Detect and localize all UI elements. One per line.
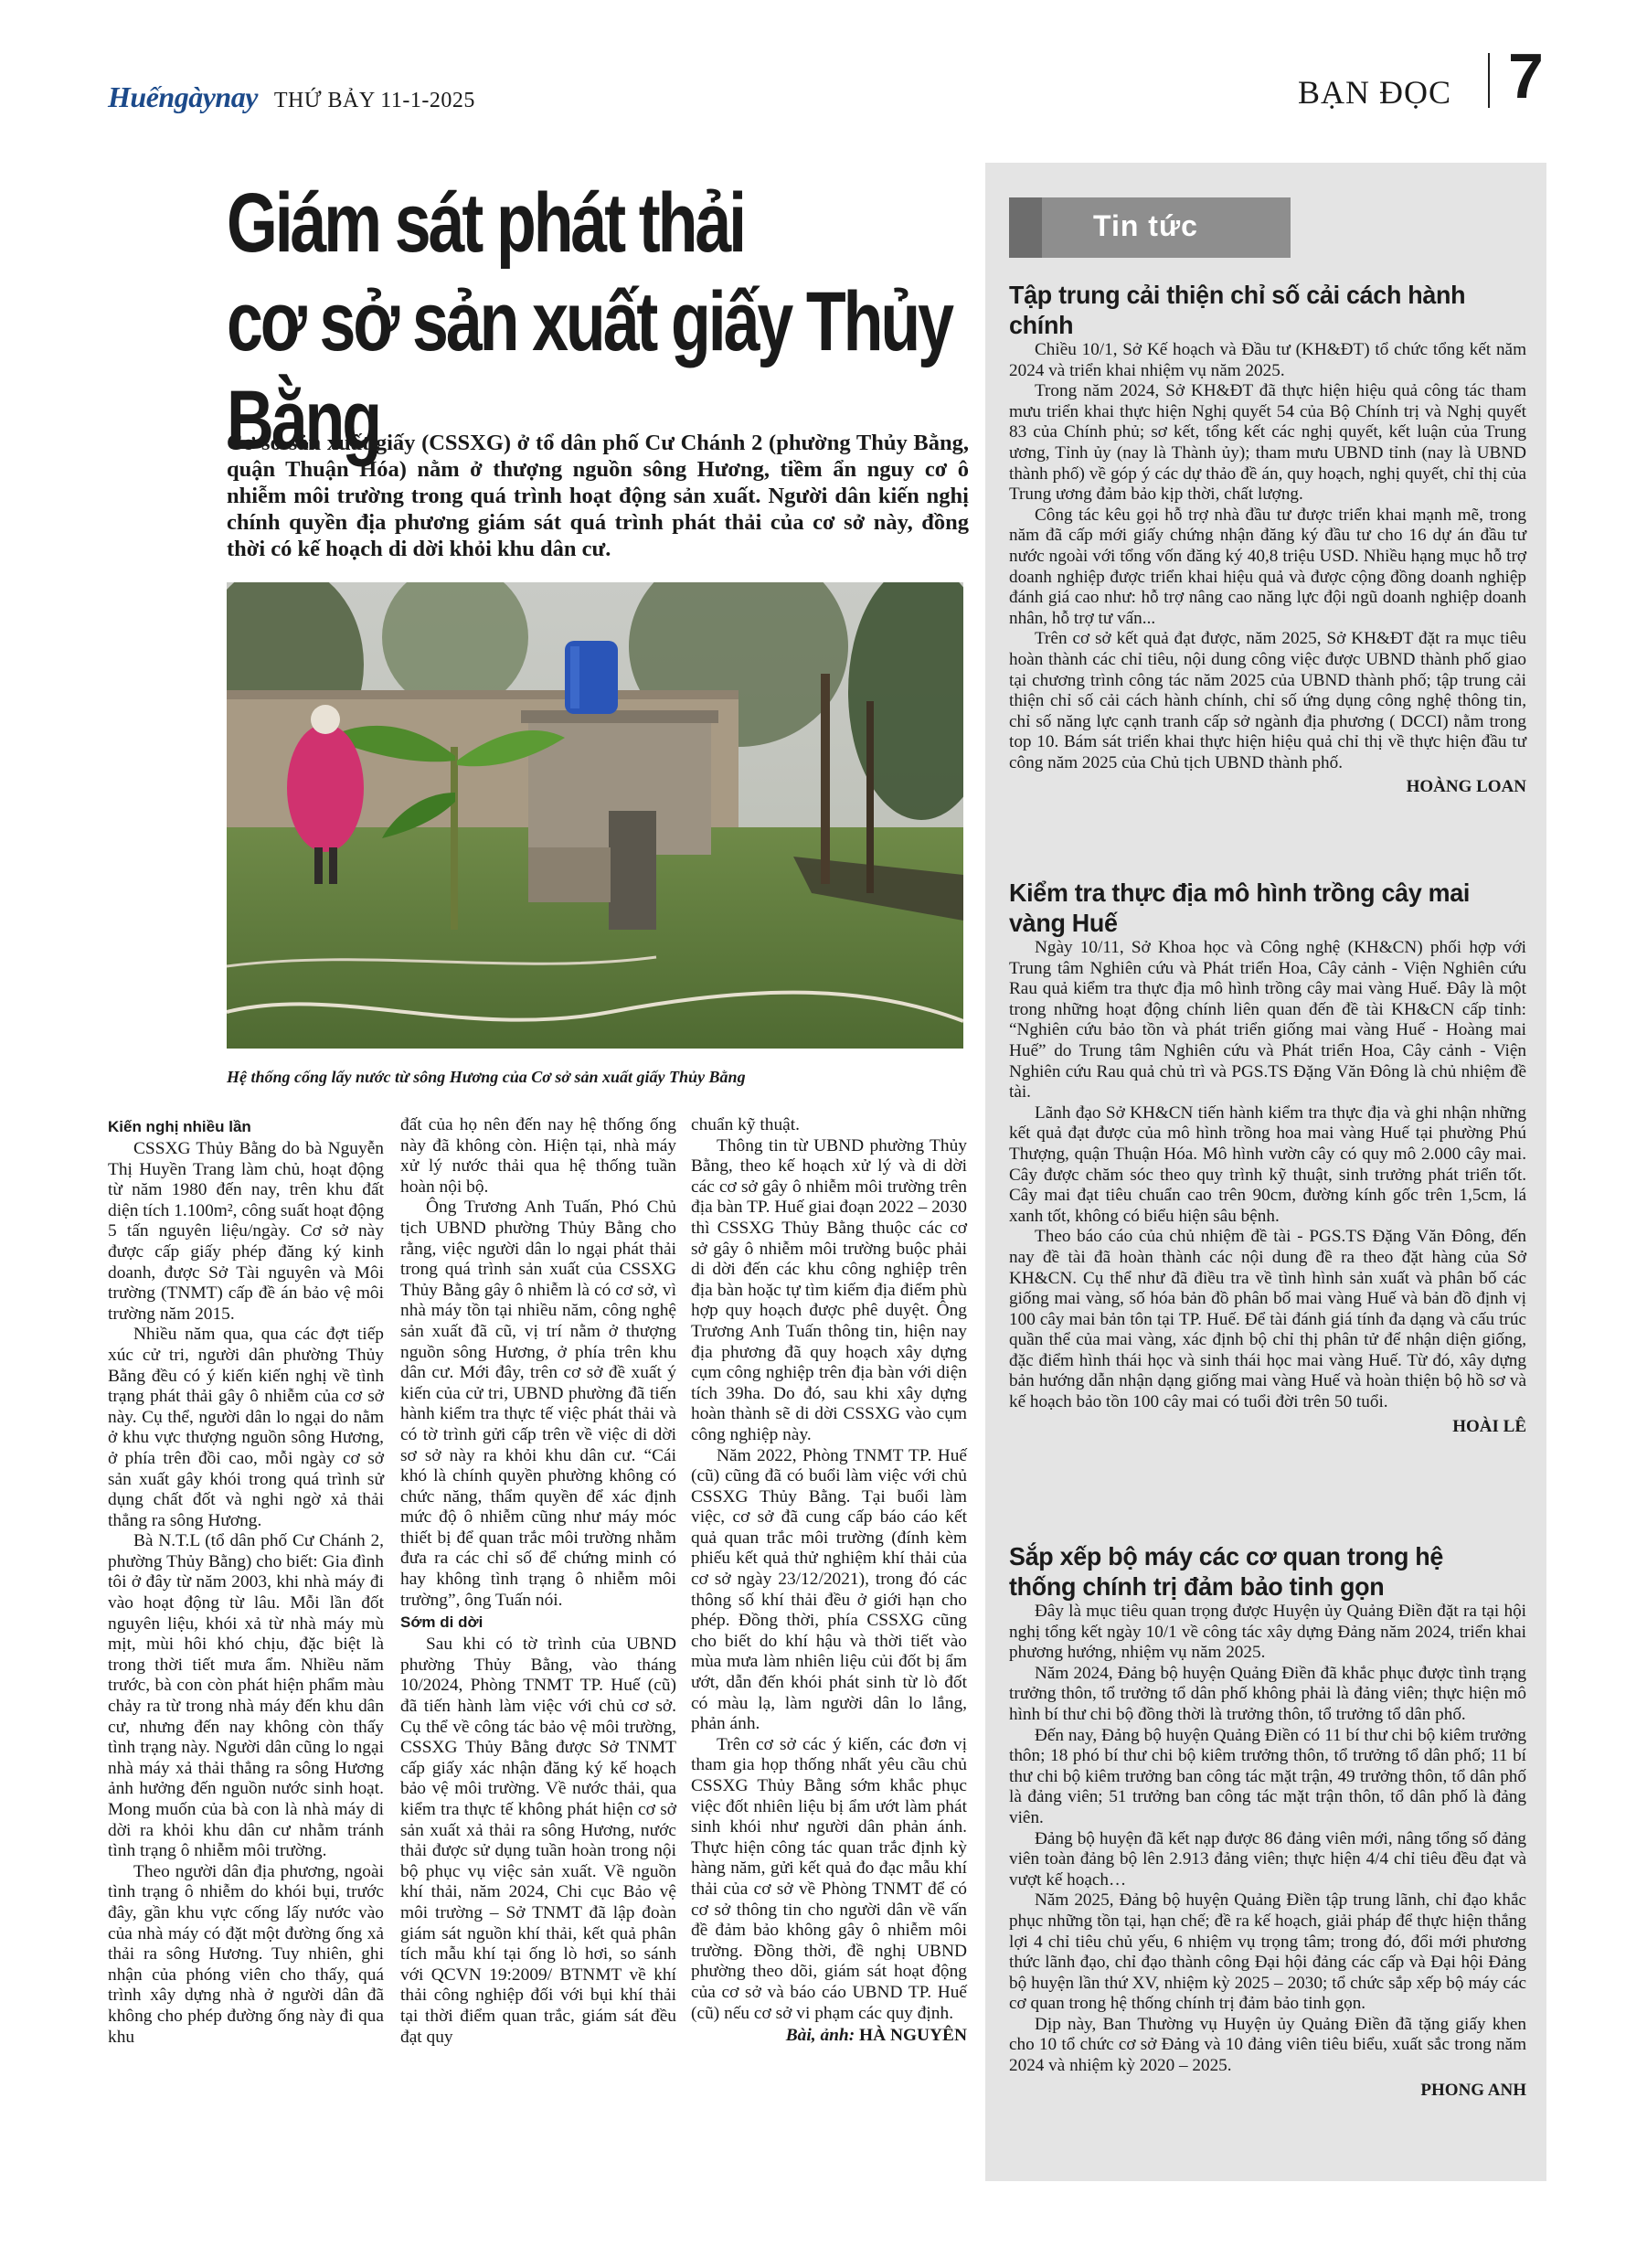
headline-line-2: cơ sở sản xuất giấy Thủy Bằng bbox=[227, 275, 951, 467]
masthead bbox=[108, 80, 475, 117]
section-label: BẠN ĐỌC bbox=[1298, 74, 1452, 111]
article-lead: Cơ sở sản xuất giấy (CSSXG) ở tổ dân phố Cư Chánh 2 (phường Thủy Bằng, quận Thuận Hóa) nằm ở thượng nguồn sông Hương, tiềm ẩn nguy cơ ô nhiễm môi trường trong quá trình hoạt động sản xuất. Người dân kiến nghị chính quyền địa phương giám sát quá trình phát thải của cơ sở này, đồng thời có kế hoạch di dời khỏi khu dân cư. bbox=[227, 431, 969, 561]
subheading-kien-nghi: Kiến nghị nhiều lần bbox=[108, 1118, 251, 1135]
news-item bbox=[1009, 280, 1526, 797]
article-column-3 bbox=[691, 1115, 967, 2047]
news-paragraph: Năm 2024, Đảng bộ huyện Quảng Điền đã khắc phục được tình trạng trưởng thôn, tổ trưởng tổ dân phố không phải là đảng viên; thực hiện mô hình bí thư chi bộ đồng thời là trưởng thôn, tổ trưởng tổ dân phố. bbox=[1009, 1663, 1526, 1724]
news-paragraph: Đây là mục tiêu quan trọng được Huyện ủy Quảng Điền đặt ra tại hội nghị tổng kết ngày 10/1 về công tác xây dựng Đảng năm 2024, triển khai phương hướng, nhiệm vụ năm 2025. bbox=[1009, 1602, 1526, 1663]
news-paragraph: Năm 2025, Đảng bộ huyện Quảng Điền tập trung lãnh, chỉ đạo khắc phục những tồn tại, hạn chế; đề ra kế hoạch, giải pháp để thực hiện thắng lợi 4 chỉ tiêu chủ yếu, 6 nhiệm vụ trọng tâm; trong đó, đổi mới phương thức lãnh đạo, chỉ đạo thành công Đại hội đảng các cấp và Đại hội Đảng bộ huyện lần thứ XV, nhiệm kỳ 2025 – 2030; tổ chức sắp xếp bộ máy các cơ quan trong hệ thống chính trị đảm bảo tinh gọn. bbox=[1009, 1890, 1526, 2014]
news-title: Tập trung cải thiện chỉ số cải cách hành chính bbox=[1009, 281, 1466, 339]
news-paragraph: Đảng bộ huyện đã kết nạp được 86 đảng viên mới, nâng tổng số đảng viên toàn đảng bộ lên 2.913 đảng viên; thực hiện 4/4 chỉ tiêu đều đạt và vượt kế hoạch… bbox=[1009, 1828, 1526, 1890]
news-paragraph: Lãnh đạo Sở KH&CN tiến hành kiểm tra thực địa và ghi nhận những kết quả đạt được của mô hình trồng hoa mai vàng Huế tại phường Phú Thượng, quận Thuận Hóa. Mô hình vườn cây có quy mô 2.000 cây mai. Cây được chăm sóc theo quy trình kỹ thuật, sinh trưởng phát triển tốt. Cây mai đạt tiêu chuẩn cao trên 90cm, đường kính gốc trên 1,5cm, lá xanh tốt, không có biểu hiện sâu bệnh. bbox=[1009, 1102, 1526, 1226]
news-author: HOÀNG LOAN bbox=[1406, 777, 1526, 797]
article-paragraph: Nhiều năm qua, qua các đợt tiếp xúc cử tri, người dân phường Thủy Bằng đều có ý kiến kiến nghị về tình trạng phát thải gây ô nhiễm của cơ sở này. Cụ thể, người dân lo ngại do nằm ở khu vực thượng nguồn sông Hương, ở phía trên đồi cao, mỗi ngày cơ sở sản xuất gây khói trong quá trình sử dụng chất đốt và nghi ngờ xả thải thẳng ra sông Hương. bbox=[108, 1325, 384, 1530]
article-paragraph: Bà N.T.L (tổ dân phố Cư Chánh 2, phường Thủy Bằng) cho biết: Gia đình tôi ở đây từ năm 2003, khi nhà máy đi vào hoạt động từ lâu. Mỗi lần đốt nguyên liệu, khói xả từ nhà máy mù mịt, mùi hôi khó chịu, đặc biệt là trong thời tiết mưa ẩm. Nhiều năm trước, bà con còn phát hiện phẩm màu chảy ra từ trong nhà máy đến khu dân cư, nhưng đến nay không còn thấy tình trạng này. Người dân cũng lo ngại nhà máy xả thải thẳng ra sông Hương ảnh hưởng đến nguồn nước sinh hoạt. Mong muốn của bà con là nhà máy di dời ra khỏi khu dân cư nhằm tránh tình trạng ô nhiễm môi trường. bbox=[108, 1531, 384, 1861]
news-title: Sắp xếp bộ máy các cơ quan trong hệ thống chính trị đảm bảo tinh gọn bbox=[1009, 1542, 1444, 1601]
news-paragraph: Dịp này, Ban Thường vụ Huyện ủy Quảng Điền đã tặng giấy khen cho 10 tổ chức cơ sở Đảng và 10 đảng viên tiêu biểu, xuất sắc trong năm 2024 và nhiệm kỳ 2020 – 2025. bbox=[1009, 2014, 1526, 2076]
article-paragraph: Sau khi có tờ trình của UBND phường Thủy Bằng, vào tháng 10/2024, Phòng TNMT TP. Huế (cũ) đã tiến hành làm việc với chủ cơ sở. Cụ thể về công tác bảo vệ môi trường, CSSXG Thủy Bằng được Sở TNMT cấp giấy xác nhận đăng ký kế hoạch bảo vệ môi trường. Về nước thải, qua kiểm tra thực tế không phát hiện cơ sở sản xuất xả thải ra sông Hương, nước thải được sử dụng tuần hoàn trong nội bộ phục vụ việc sản xuất. Về nguồn khí thải, năm 2024, Chi cục Bảo vệ môi trường – Sở TNMT đã lập đoàn giám sát nguồn khí thải, kết quả phân tích mẫu khí tại ống lò hơi, so sánh với QCVN 19:2009/ BTNMT về khí thải công nghiệp đối với bụi khí thải tại thời điểm quan trắc, giám sát đều đạt quy bbox=[400, 1634, 676, 2047]
news-title: Kiểm tra thực địa mô hình trồng cây mai vàng Huế bbox=[1009, 878, 1471, 937]
photo-illustration bbox=[227, 582, 963, 1049]
news-paragraph: Công tác kêu gọi hỗ trợ nhà đầu tư được triển khai mạnh mẽ, trong năm đã cấp mới giấy chứng nhận đăng ký đầu tư cho 16 dự án đầu tư nước ngoài với tổng vốn đăng ký 40,8 triệu USD. Nhiều hạng mục hỗ trợ doanh nghiệp được triển khai hiệu quả và được cộng đồng doanh nghiệp đánh giá cao như: hỗ trợ nâng cao năng lực đội ngũ doanh nghiệp doanh nhân, hỗ trợ tư vấn... bbox=[1009, 505, 1526, 628]
byline-author: HÀ NGUYÊN bbox=[859, 2026, 967, 2046]
news-item bbox=[1009, 1541, 1526, 2101]
news-sidebar bbox=[985, 163, 1546, 2181]
photo-caption: Hệ thống cống lấy nước từ sông Hương của Cơ sở sản xuất giấy Thủy Bằng bbox=[227, 1068, 746, 1086]
news-paragraph: Theo báo cáo của chủ nhiệm đề tài - PGS.TS Đặng Văn Đông, đến nay đề tài đã hoàn thành các nội dung đề ra theo đặt hàng của Sở KH&CN. Cụ thể như đã điều tra về tình hình sản xuất và phân bố các giống mai vàng, số hóa bản đồ phân bố mai vàng Huế và bản đồ định vị 100 cây mai bản tôn tại TP. Huế. Để tài đánh giá tính đa dạng và cấu trúc quần thể của mai vàng, xác định bộ chỉ thị phân tử để nhận diện giống, đặc điểm hình thái học và sinh thái học mai vàng Huế. Từ đó, xây dựng bản hướng dẫn nhận dạng giống mai vàng Huế và hoàn thiện bộ hồ sơ và kế hoạch bảo tồn 100 cây mai có tuổi đời trên 50 tuổi. bbox=[1009, 1227, 1526, 1412]
page-number: 7 bbox=[1508, 40, 1544, 112]
article-paragraph: Ông Trương Anh Tuấn, Phó Chủ tịch UBND phường Thủy Bằng cho rằng, việc người dân lo ngại phát thải trong quá trình sản xuất của CSSXG Thủy Bằng gây ô nhiễm là có cơ sở, vì nhà máy tồn tại nhiều năm, công nghệ sản xuất đã cũ, vị trí nằm ở thượng nguồn sông Hương, ở phía trên khu dân cư. Mới đây, trên cơ sở đề xuất ý kiến của cử tri, UBND phường đã tiến hành kiểm tra thực tế việc phát thải và có tờ trình gửi cấp trên về việc di dời sơ sở này ra khỏi khu dân cư. “Cái khó là chính quyền phường không có chức năng, thẩm quyền để xác định mức độ ô nhiễm cũng như máy móc thiết bị để quan trắc môi trường nhằm đưa ra các chỉ số để chứng minh có hay không tình trạng ô nhiễm môi trường”, ông Tuấn nói. bbox=[400, 1198, 676, 1610]
news-paragraph: Chiều 10/1, Sở Kế hoạch và Đầu tư (KH&ĐT) tổ chức tổng kết năm 2024 và triển khai nhiệm vụ năm 2025. bbox=[1009, 340, 1526, 380]
news-paragraph: Ngày 10/11, Sở Khoa học và Công nghệ (KH&CN) phối hợp với Trung tâm Nghiên cứu và Phát triển Hoa, Cây cảnh - Viện Nghiên cứu Rau quả kiểm tra thực địa mô hình trồng cây mai vàng Huế. Đây là một trong những hoạt động chính liên quan đến đề tài KH&CN cấp tỉnh: “Nghiên cứu bảo tồn và phát triển giống mai vàng Huế - Hoàng mai Huế” do Trung tâm Nghiên cứu và Phát triển Hoa, Cây cảnh - Viện Nghiên cứu Rau quả chủ trì và PGS.TS Đặng Văn Đông là chủ nhiệm đề tài. bbox=[1009, 938, 1526, 1102]
news-paragraph: Trên cơ sở kết quả đạt được, năm 2025, Sở KH&ĐT đặt ra mục tiêu hoàn thành các chỉ tiêu, nội dung công việc được UBND thành phố giao tại chương trình công tác năm 2025 của UBND thành phố; tập trung cải thiện chỉ số cải cách hành chính, chỉ số ứng dụng công nghệ thông tin, chỉ số năng lực cạnh tranh cấp sở ngành địa phương ( DCCI) nằm trong top 10. Bám sát triển khai thực hiện hiệu quả chỉ thị về thực hiện đầu tư công năm 2025 của Chủ tịch UBND thành phố. bbox=[1009, 629, 1526, 772]
article-paragraph: CSSXG Thủy Bằng do bà Nguyễn Thị Huyền Trang làm chủ, hoạt động từ năm 1980 đến nay, trên khu đất diện tích 1.100m², công suất hoạt động 5 tấn nguyên liệu/ngày. Cơ sở này được cấp giấy phép đăng ký kinh doanh, được Sở Tài nguyên và Môi trường (TNMT) cấp đề án bảo vệ môi trường năm 2015. bbox=[108, 1139, 385, 1324]
news-author: HOÀI LÊ bbox=[1452, 1416, 1526, 1436]
subheading-som-di-doi: Sớm di dời bbox=[400, 1613, 483, 1632]
article-paragraph: Năm 2022, Phòng TNMT TP. Huế (cũ) cũng đã có buổi làm việc với chủ CSSXG Thủy Bằng. Tại buổi làm việc, cơ sở đã cung cấp báo cáo kết quả quan trắc môi trường (đính kèm phiếu kết quả thử nghiệm khí thải của cơ sở ngày 23/12/2021), trong đó các thông số khí thải đều ở giới hạn cho phép. Đồng thời, phía CSSXG cũng cho biết do khí hậu và thời tiết vào mùa mưa làm nhiên liệu củi đốt bị ẩm ướt, dẫn đến khói phát sinh từ lò đốt có màu lạ, làm người dân lo lắng, phản ánh. bbox=[691, 1445, 967, 1734]
headline-line-1: Giám sát phát thải bbox=[227, 176, 744, 270]
article-byline bbox=[691, 2026, 967, 2047]
issue-date: THỨ BẢY 11-1-2025 bbox=[273, 89, 475, 112]
newspaper-brand: Huếngàynay bbox=[108, 80, 258, 113]
news-author: PHONG ANH bbox=[1420, 2080, 1526, 2100]
article-column-2 bbox=[400, 1115, 676, 2048]
article-column-1 bbox=[108, 1115, 384, 2048]
news-item bbox=[1009, 878, 1526, 1437]
article-paragraph: Trên cơ sở các ý kiến, các đơn vị tham gia họp thống nhất yêu cầu chủ CSSXG Thủy Bằng sớm khắc phục việc đốt nhiên liệu bị ẩm ướt làm phát sinh khói như người dân phản ánh. Thực hiện công tác quan trắc định kỳ hàng năm, gửi kết quả đo đạc mẫu khí thải của cơ sở về Phòng TNMT để có cơ sở thông tin cho người dân về vấn đề đảm bảo không gây ô nhiễm môi trường. Đồng thời, đề nghị UBND phường theo dõi, giám sát hoạt động của cơ sở và báo cáo UBND TP. Huế (cũ) nếu cơ sở vi phạm các quy định. bbox=[691, 1734, 967, 2023]
article-photo bbox=[227, 582, 963, 1049]
article-paragraph: đất của họ nên đến nay hệ thống ống này đã không còn. Hiện tại, nhà máy xử lý nước thải qua hệ thống tuần hoàn nội bộ. bbox=[400, 1115, 676, 1197]
article-paragraph: Theo người dân địa phương, ngoài tình trạng ô nhiễm do khói bụi, trước đây, gần khu vực cống lấy nước vào của nhà máy có đặt một đường ống xả thải ra sông Hương. Tuy nhiên, ghi nhận của phóng viên cho thấy, quá trình xây dựng nhà ở người dân đã không cho phép đường ống này đi qua khu bbox=[108, 1861, 384, 2047]
news-tag bbox=[1009, 197, 1291, 258]
article-headline bbox=[227, 174, 975, 470]
article-paragraph: Thông tin từ UBND phường Thủy Bằng, theo kế hoạch xử lý và di dời các cơ sở gây ô nhiễm môi trường trên địa bàn TP. Huế giai đoạn 2022 – 2030 thì CSSXG Thủy Bằng thuộc các cơ sở gây ô nhiễm môi trường buộc phải di dời đến các khu công nghiệp trên địa bàn hoặc tự tìm kiếm địa điểm phù hợp quy hoạch được phê duyệt. Ông Trương Anh Tuấn thông tin, hiện nay địa phương đã quy hoạch xây dựng cụm công nghiệp trên địa bàn với diện tích 39ha. Do đó, sau khi xây dựng hoàn thành sẽ di dời CSSXG vào cụm công nghiệp này. bbox=[691, 1135, 967, 1444]
news-tag-label: Tin tức bbox=[1093, 209, 1198, 242]
news-paragraph: Đến nay, Đảng bộ huyện Quảng Điền có 11 bí thư chi bộ kiêm trưởng thôn; 18 phó bí thư chi bộ kiêm trưởng thôn, tổ trưởng tổ dân phố; 11 bí thư chi bộ kiêm trưởng ban công tác mặt trận, 49 trưởng thôn, tổ dân phố là đảng viên; 51 trưởng ban công tác mặt trận thôn, tổ dân phố là đảng viên. bbox=[1009, 1725, 1526, 1827]
byline-prefix: Bài, ảnh: bbox=[785, 2026, 855, 2046]
header-divider bbox=[1488, 53, 1490, 108]
news-paragraph: Trong năm 2024, Sở KH&ĐT đã thực hiện hiệu quả công tác tham mưu triển khai thực hiện Nghị quyết 54 của Bộ Chính trị và Nghị quyết 83 của Chính phủ; sơ kết, tổng kết các nghị quyết, kết luận của Trung ương, Tỉnh ủy (nay là Thành ủy); tham mưu UBND tỉnh (nay là UBND thành phố) về góp ý các dự thảo đề án, quy hoạch, nghị quyết, chỉ thị của Trung ương đảm bảo kịp thời, chất lượng. bbox=[1009, 381, 1526, 505]
article-paragraph: chuẩn kỹ thuật. bbox=[691, 1115, 801, 1134]
